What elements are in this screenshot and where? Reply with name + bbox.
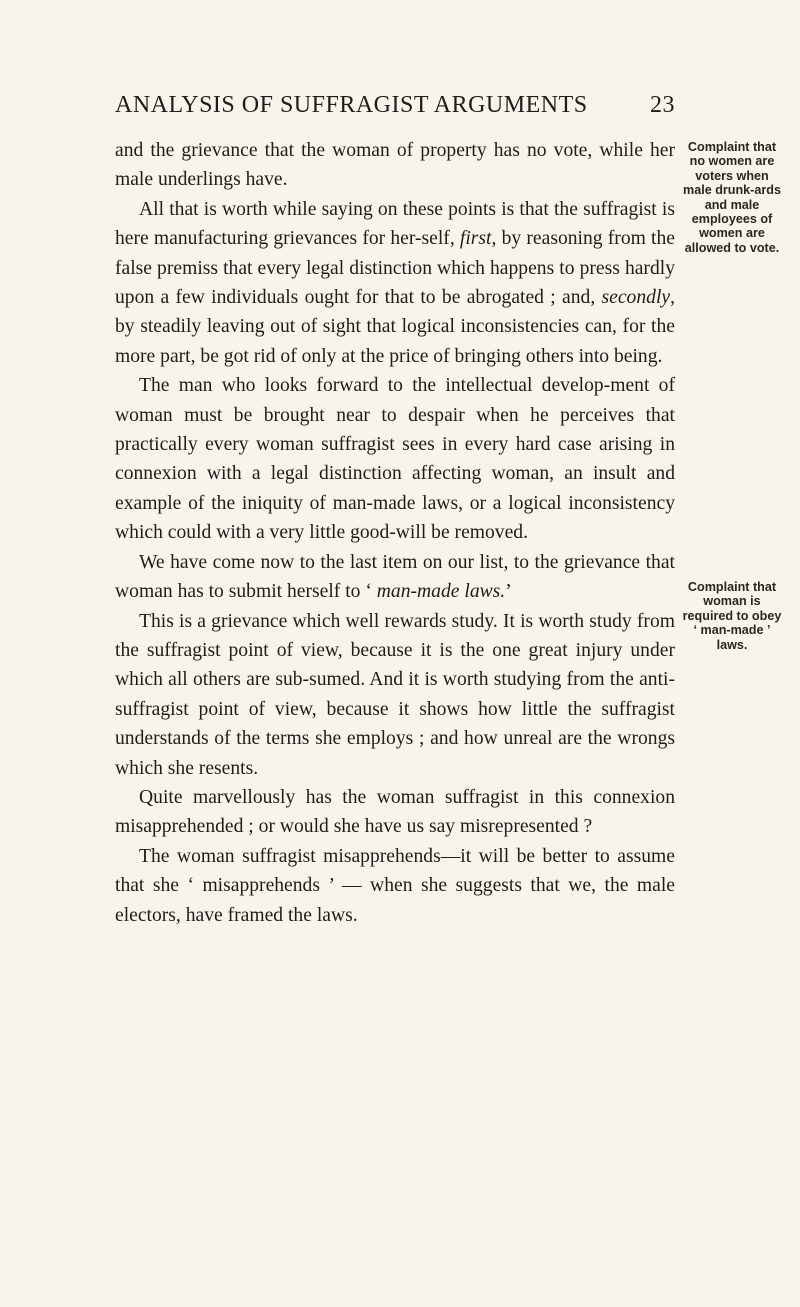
text-run: All that is worth while saying on these points is that the suffragist is here manufacturing grievances for her-self, [115, 198, 675, 250]
paragraph [115, 195, 675, 371]
paragraph [115, 136, 675, 195]
paragraph [115, 842, 675, 930]
text-run: ’ [505, 581, 512, 603]
text-run: This is a grievance which well rewards study. It is worth study from the suffragist point of view, because it is the one great injury under which all others are sub-sumed. And it is worth studying from the anti-suffragist point of view, because it shows how little the suffragist understands of the terms she employs ; and how unreal are the wrongs which she resents. [115, 610, 675, 779]
text-run: , by steadily leaving out of sight that logical inconsistencies can, for the more part, be got rid of only at the price of bringing others into being. [115, 287, 675, 367]
paragraph [115, 607, 675, 783]
text-run: The man who looks forward to the intellectual develop-ment of woman must be brought near to despair when he perceives that practically every woman suffragist sees in every hard case arising in connexion with a legal distinction affecting woman, an insult and example of the iniquity of man-made laws, or a logical inconsistency which could with a very little good-will be removed. [115, 375, 675, 544]
text-run: , by reasoning from the false premiss that every legal distinction which happens to press hardly upon a few individuals ought for that to be abrogated ; and, [115, 228, 675, 309]
page-number: 23 [650, 92, 675, 118]
paragraph [115, 783, 675, 842]
margin-note-man-made-laws: Complaint that woman is required to obey ‘ man-made ’ laws. [682, 580, 782, 652]
italic-run: secondly [601, 287, 671, 309]
text-run: We have come now to the last item on our list, to the grievance that woman has to submit herself to ‘ [115, 551, 675, 603]
margin-note-voting: Complaint that no women are voters when male drunk-ards and male employees of women are allowed to vote. [683, 140, 781, 255]
text-run: Quite marvellously has the woman suffragist in this connexion misapprehended ; or would she have us say misrepresented ? [115, 786, 675, 838]
text-run: and the grievance that the woman of property has no vote, while her male underlings have. [115, 140, 675, 191]
italic-run: first [459, 228, 492, 250]
paragraph [115, 371, 675, 547]
text-run: The woman suffragist misapprehends—it will be better to assume that she ‘ misapprehends ’ — when she suggests that we, the male electors, have framed the laws. [115, 845, 675, 926]
main-text [115, 136, 675, 930]
italic-run: man-made laws. [376, 581, 506, 603]
paragraph [115, 548, 675, 607]
running-title: ANALYSIS OF SUFFRAGIST ARGUMENTS [115, 92, 588, 118]
